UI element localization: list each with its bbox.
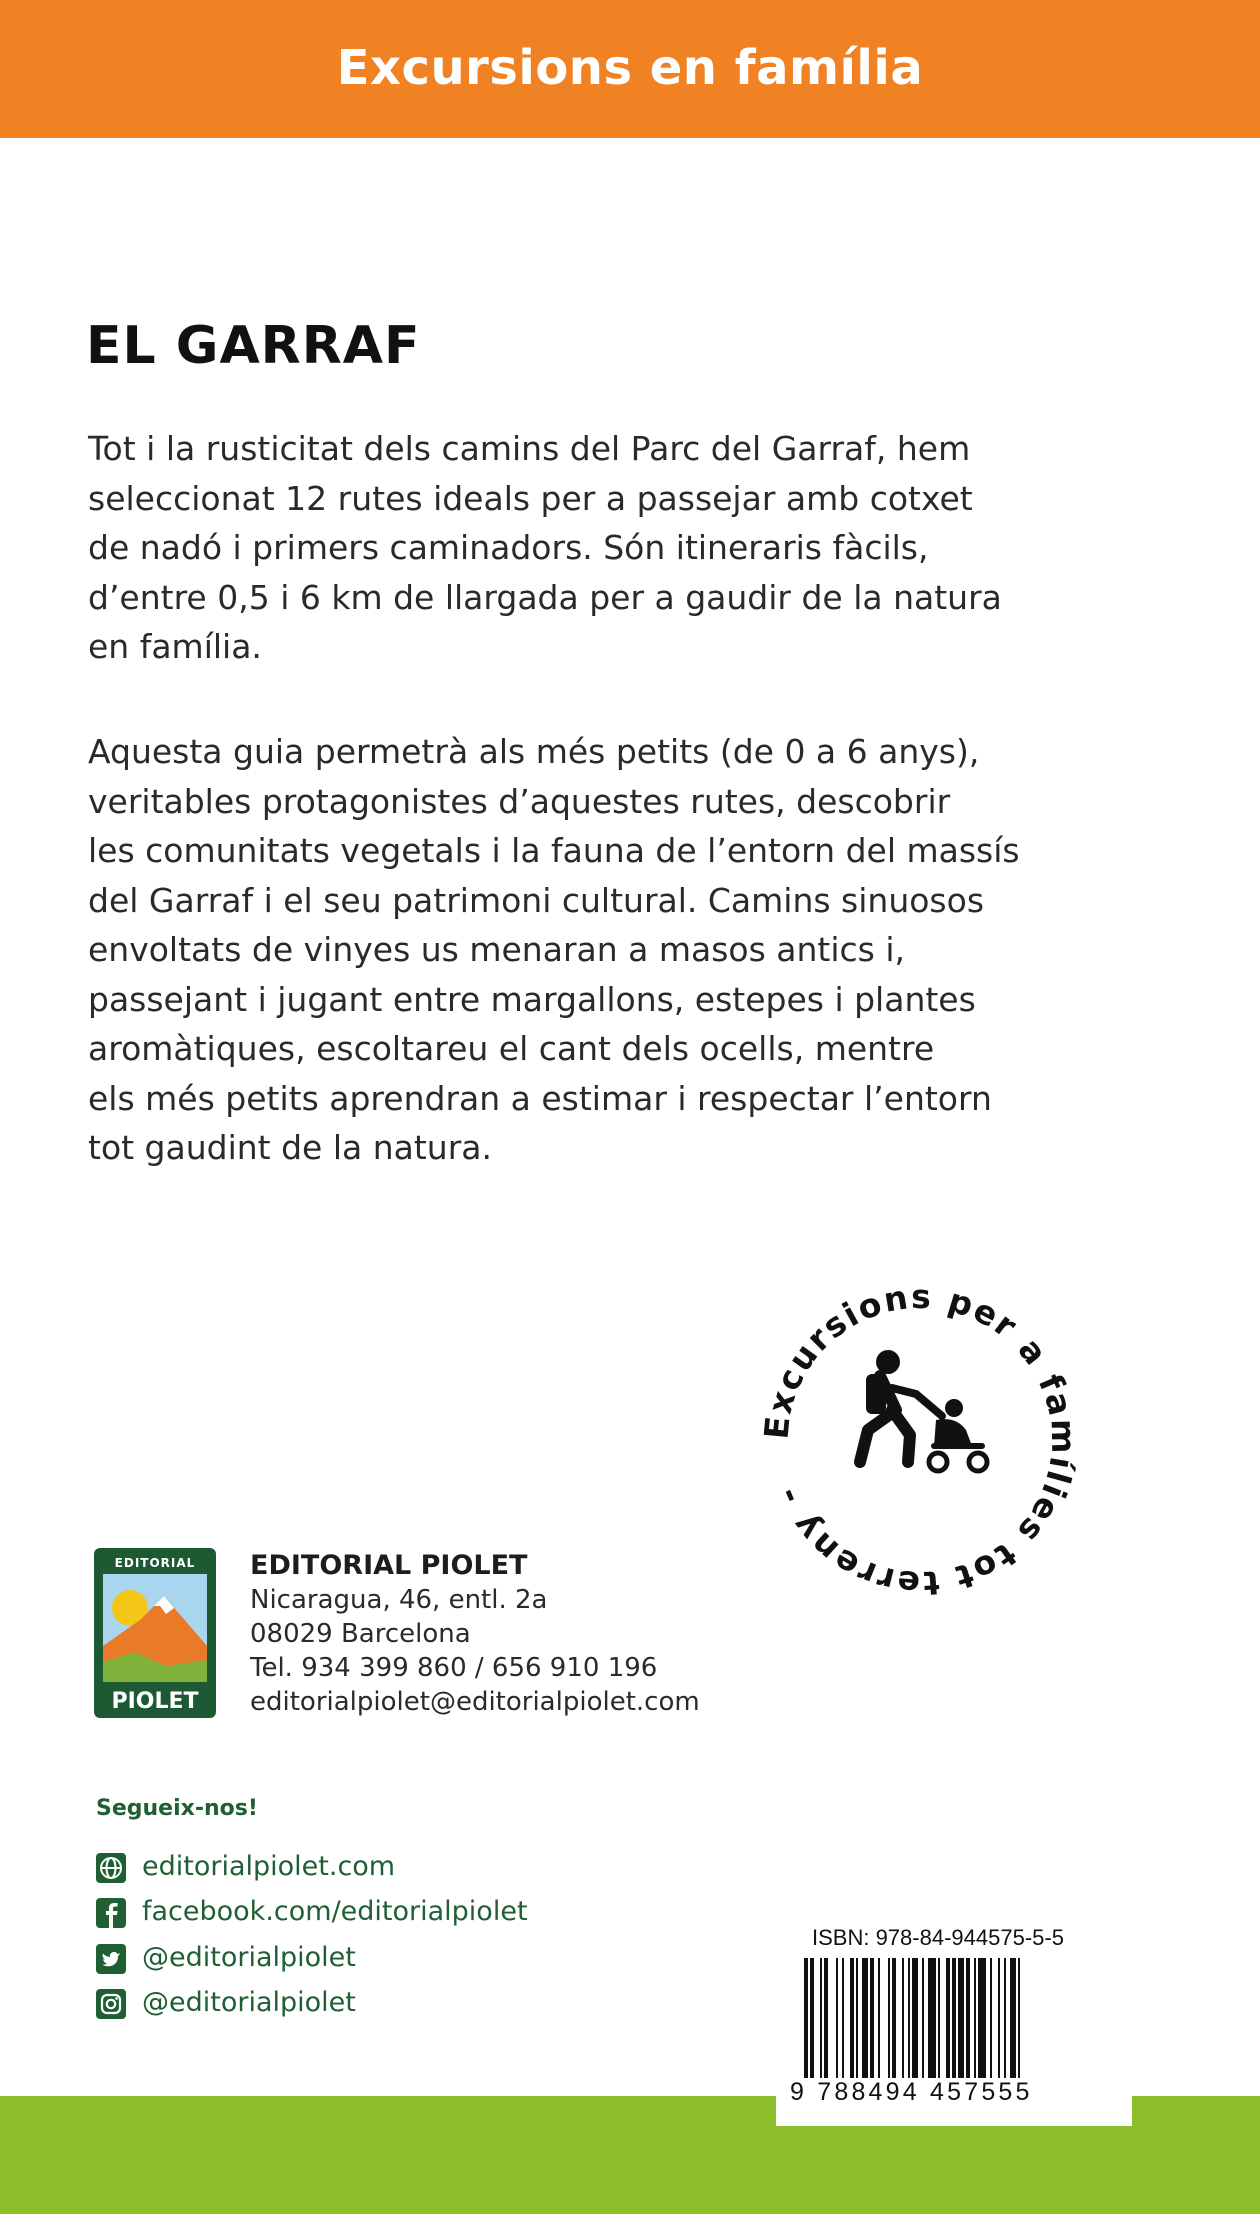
barcode-bar [850,1958,854,2078]
paragraph-line: Aquesta guia permetrà als més petits (de 0 a 6 anys), [88,732,980,771]
paragraph-line: del Garraf i el seu patrimoni cultural. Camins sinuosos [88,880,985,920]
book-title: EL GARRAF [86,316,421,376]
social-instagram-text: @editorialpiolet [142,1987,356,2018]
twitter-icon [96,1944,126,1974]
barcode-bar [952,1958,956,2078]
barcode-bar [878,1958,880,2078]
paragraph-line: seleccionat 12 rutes ideals per a passejar amb cotxet [88,478,973,518]
barcode-bar [862,1958,868,2078]
publisher-email[interactable]: editorialpiolet@editorialpiolet.com [250,1687,700,1717]
barcode-bar [998,1958,1000,2078]
paragraph-line: de nadó i primers caminadors. Són itineraris fàcils, [88,528,929,567]
barcode-bar [928,1958,936,2078]
svg-text:Excursions per a famílies tot [757,1277,1084,1604]
paragraph-line: envoltats de vinyes us menaran a masos antics i, [88,930,906,969]
hiker-with-stroller-icon [860,1350,987,1471]
barcode-bar [1004,1958,1006,2078]
barcode-bar [902,1958,904,2078]
barcode-bar [990,1958,992,2078]
barcode-bar [810,1958,814,2078]
facebook-icon [96,1898,126,1928]
barcode-bar [888,1958,890,2078]
series-title: Excursions en família [336,40,924,96]
barcode-bar [842,1958,844,2078]
barcode-bar [966,1958,970,2078]
barcode-bar [974,1958,976,2078]
paragraph-line: d’entre 0,5 i 6 km de llargada per a gaudir de la natura [88,577,1002,617]
barcode-bar [804,1958,808,2078]
social-twitter-text: @editorialpiolet [142,1942,356,1973]
paragraph-line: les comunitats vegetals i la fauna de l’entorn del massís [88,831,1020,870]
paragraph-line: veritables protagonistes d’aquestes rutes, descobrir [88,781,951,821]
barcode-bar [946,1958,950,2078]
publisher-name: EDITORIAL PIOLET [250,1550,528,1581]
paragraph-line: tot gaudint de la natura. [88,1128,492,1167]
barcode-bar [908,1958,910,2078]
barcode-bar [820,1958,822,2078]
paragraph-line: els més petits aprendran a estimar i respectar l’entorn [88,1078,992,1118]
social-website-text: editorialpiolet.com [142,1851,396,1882]
barcode-bar [958,1958,964,2078]
paragraph-line: aromàtiques, escoltareu el cant dels ocells, mentre [88,1029,935,1068]
logo-top-text: EDITORIAL [114,1556,196,1570]
family-excursions-stamp [720,1240,1120,1640]
paragraph-line: en família. [88,627,262,666]
logo-bottom-text: PIOLET [111,1689,199,1714]
barcode-bar [922,1958,924,2078]
barcode [804,1958,1104,2078]
barcode-bar [856,1958,858,2078]
barcode-bar [836,1958,838,2078]
description-paragraph-1 [88,424,1138,672]
globe-icon [96,1853,126,1883]
barcode-bar [870,1958,874,2078]
social-facebook-text: facebook.com/editorialpiolet [142,1896,528,1927]
barcode-bar [1018,1958,1020,2078]
stamp-text: Excursions per a famílies tot terreny - [756,1276,1084,1604]
publisher-address-line1: Nicaragua, 46, entl. 2a [250,1585,548,1615]
publisher-address-line2: 08029 Barcelona [250,1619,471,1649]
editorial-piolet-logo [94,1548,216,1718]
barcode-bar [938,1958,940,2078]
description-paragraph-2 [88,727,1138,1173]
barcode-bar [912,1958,918,2078]
barcode-bar [978,1958,986,2078]
isbn-label: ISBN: 978-84-944575-5-5 [812,1925,1064,1950]
barcode-bar [824,1958,828,2078]
paragraph-line: Tot i la rusticitat dels camins del Parc del Garraf, hem [88,429,971,468]
publisher-phone: Tel. 934 399 860 / 656 910 196 [250,1653,658,1683]
paragraph-line: passejant i jugant entre margallons, estepes i plantes [88,979,976,1019]
barcode-bar [892,1958,896,2078]
barcode-bar [1010,1958,1016,2078]
barcode-digits: 9 788494 457555 [790,2078,1033,2106]
instagram-icon [96,1989,126,2019]
follow-heading: Segueix-nos! [96,1796,258,1821]
